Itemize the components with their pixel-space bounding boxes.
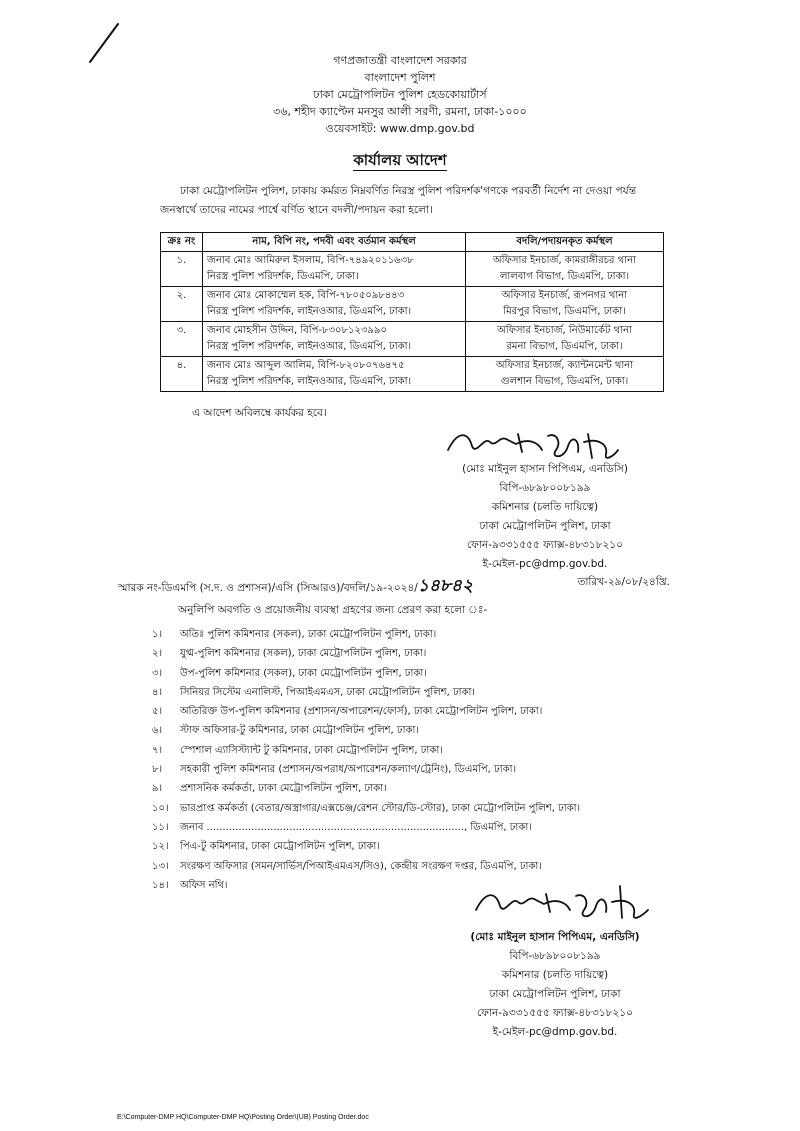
table-row: [161, 252, 664, 287]
signature-image-2: [468, 878, 658, 928]
list-item-text: যুগ্ম-পুলিশ কমিশনার (সকল), ঢাকা মেট্রোপলিটন পুলিশ, ঢাকা।: [180, 648, 427, 660]
row-new-posting: [466, 252, 664, 287]
signatory-office: ঢাকা মেট্রোপলিটন পুলিশ, ঢাকা: [479, 520, 611, 532]
transfer-table: [160, 232, 664, 392]
row-new-posting: [466, 287, 664, 322]
new-post-line-1: অফিসার ইনচার্জ, নিউমার্কেট থানা: [497, 325, 632, 336]
list-item-number: ৭।: [152, 744, 163, 756]
signatory-phone: ফোন-৯৩৩১৫৫৫ ফ্যাক্স-৪৮৩১৮২১০: [467, 539, 623, 551]
col-header-name: নাম, বিপি নং, পদবী এবং বর্তমান কর্মস্থল: [203, 233, 466, 252]
list-item-text: অতিরিক্ত উপ-পুলিশ কমিশনার (প্রশাসন/অপারেশন/ফোর্স), ঢাকা মেট্রোপলিটন পুলিশ, ঢাকা।: [180, 706, 543, 718]
list-item: [152, 683, 672, 702]
memo-ref-prefix: স্মারক নং-ডিএমপি (স.দ. ও প্রশাসন)/এসি (সিআরও)/বদলি/১৯-২০২৪/: [118, 582, 418, 594]
list-item-text: অফিস নথি।: [180, 879, 228, 891]
officer-current-post: নিরস্ত্র পুলিশ পরিদর্শক, লাইনওআর, ডিএমপি, ঢাকা।: [207, 306, 412, 317]
memo-date: তারিখ-২৯/০৮/২৪খ্রি.: [577, 576, 670, 588]
list-item-text: অতিঃ পুলিশ কমিশনার (সকল), ঢাকা মেট্রোপলিটন পুলিশ, ঢাকা।: [180, 629, 437, 640]
list-item-number: ৬।: [152, 725, 163, 737]
signatory-block-1: [420, 460, 670, 574]
officer-current-post: নিরস্ত্র পুলিশ পরিদর্শক, ডিএমপি, ঢাকা।: [207, 271, 359, 282]
list-item: [152, 818, 672, 837]
officer-name: জনাব মোঃ আমিরুল ইসলাম, বিপি-৭৪৯২০১১৬৩৮: [207, 255, 414, 266]
row-officer: [203, 322, 466, 357]
signatory-phone-2: ফোন-৯৩৩১৫৫৫ ফ্যাক্স-৪৮৩১৮২১০: [477, 1007, 633, 1019]
row-new-posting: [466, 357, 664, 392]
col-header-serial: ক্রঃ নং: [161, 233, 203, 252]
row-officer: [203, 252, 466, 287]
row-serial: ৩.: [161, 322, 203, 357]
signatory-designation-2: কমিশনার (চলতি দায়িত্বে): [501, 969, 609, 981]
list-item: [152, 644, 672, 663]
col-header-posting: বদলি/পদায়নকৃত কর্মস্থল: [466, 233, 664, 252]
row-serial: ২.: [161, 287, 203, 322]
list-item-text: সিনিয়র সিস্টেম এনালিস্ট, পিআইএমএস, ঢাকা মেট্রোপলিটন পুলিশ, ঢাকা।: [180, 686, 475, 698]
header-address: ৩৬, শহীদ ক্যাপ্টেন মনসুর আলী সরণী, রমনা, ঢাকা-১০০০: [273, 105, 527, 118]
list-item: [152, 779, 672, 798]
list-item-number: ১২।: [152, 841, 169, 853]
list-item-number: ১৩।: [152, 860, 169, 872]
signatory-office-2: ঢাকা মেট্রোপলিটন পুলিশ, ঢাকা: [489, 988, 621, 1000]
signatory-name-2: (মোঃ মাইনুল হাসান পিপিএম, এনডিসি): [470, 931, 640, 943]
new-post-line-1: অফিসার ইনচার্জ, কামরাঙ্গীরচর থানা: [493, 255, 636, 266]
list-item-text: স্টাফ অফিসার-টু কমিশনার, ঢাকা মেট্রোপলিটন পুলিশ, ঢাকা।: [180, 725, 419, 737]
officer-current-post: নিরস্ত্র পুলিশ পরিদর্শক, লাইনওআর, ডিএমপি, ঢাকা।: [207, 341, 412, 352]
header-gov: গণপ্রজাতন্ত্রী বাংলাদেশ সরকার: [333, 54, 467, 67]
list-item-number: ১০।: [152, 802, 169, 814]
footer-file-path: E:\Computer-DMP HQ\Computer-DMP HQ\Posting Order\(UB) Posting Order.doc: [117, 1114, 369, 1121]
officer-current-post: নিরস্ত্র পুলিশ পরিদর্শক, লাইনওআর, ডিএমপি, ঢাকা।: [207, 376, 412, 387]
distribution-list: [152, 625, 672, 895]
table-header-row: [161, 233, 664, 252]
list-item-number: ১৪।: [152, 879, 169, 891]
signatory-email-2: ই-মেইল-pc@dmp.gov.bd.: [492, 1026, 618, 1038]
officer-name: জনাব মোঃ আব্দুল আলিম, বিপি-৮২০৮০৭৬৪৭৫: [207, 360, 405, 371]
list-item-text: স্পেশাল এ্যাসিস্ট্যান্ট টু কমিশনার, ঢাকা মেট্রোপলিটন পুলিশ, ঢাকা।: [180, 744, 443, 756]
new-post-line-2: মিরপুর বিভাগ, ডিএমপি, ঢাকা।: [503, 306, 626, 317]
signatory-bp: বিপি-৬৮৯৮০০৮১৯৯: [499, 482, 591, 494]
list-item-number: ৪।: [152, 686, 163, 698]
memo-ref-number: ১৪৮৪২: [417, 576, 474, 596]
header-police: বাংলাদেশ পুলিশ: [364, 71, 436, 84]
effective-statement: এ আদেশ অবিলম্বে কার্যকর হবে।: [192, 407, 327, 419]
officer-name: জনাব মোঃ মোকাম্মেল হক, বিপি-৭৮০৫০৯৮৪৪৩: [207, 290, 405, 301]
list-item-number: ৮।: [152, 764, 163, 776]
list-item: [152, 721, 672, 740]
row-officer: [203, 357, 466, 392]
list-item: [152, 760, 672, 779]
header-hq: ঢাকা মেট্রোপলিটন পুলিশ হেডকোয়ার্টার্স: [313, 88, 487, 101]
document-title: [0, 149, 800, 174]
header-website: ওয়েবসাইট: www.dmp.gov.bd: [325, 122, 475, 135]
new-post-line-1: অফিসার ইনচার্জ, ক্যান্টনমেন্ট থানা: [495, 360, 634, 371]
signatory-designation: কমিশনার (চলতি দায়িত্বে): [491, 501, 599, 513]
list-item-text: জনাব ................................................................................., ডিএমপি, ঢাকা।: [180, 821, 532, 833]
new-post-line-2: রমনা বিভাগ, ডিএমপি, ঢাকা।: [506, 341, 623, 352]
intro-line-2: জনস্বার্থে তাদের নামের পার্শ্বে বর্ণিত স্থানে বদলী/পদায়ন করা হলো।: [160, 204, 433, 216]
signatory-name: (মোঃ মাইনুল হাসান পিপিএম, এনডিসি): [462, 463, 628, 475]
list-item-number: ৩।: [152, 667, 163, 679]
new-post-line-2: লালবাগ বিভাগ, ডিএমপি, ঢাকা।: [499, 271, 630, 282]
signatory-email: ই-মেইল-pc@dmp.gov.bd.: [482, 558, 608, 570]
new-post-line-1: অফিসার ইনচার্জ, রূপনগর থানা: [501, 290, 628, 301]
new-post-line-2: গুলশান বিভাগ, ডিএমপি, ঢাকা।: [500, 376, 629, 387]
list-item-number: ৫।: [152, 706, 163, 718]
document-title-text: কার্যালয় আদেশ: [353, 151, 447, 169]
row-serial: ১.: [161, 252, 203, 287]
intro-line-1: ঢাকা মেট্রোপলিটন পুলিশ, ঢাকায় কর্মরত নিম্নবর্ণিত নিরস্ত্র পুলিশ পরিদর্শক'গণকে পরবর্তী নির্দেশ না দেওয়া পর্যন্ত: [180, 185, 636, 197]
list-item-number: ১।: [152, 629, 163, 640]
list-item: [152, 857, 672, 876]
list-item: [152, 837, 672, 856]
signatory-bp-2: বিপি-৬৮৯৮০০৮১৯৯: [509, 950, 601, 962]
list-item-number: ৯।: [152, 783, 163, 795]
row-officer: [203, 287, 466, 322]
officer-name: জনাব মোহসীন উদ্দিন, বিপি-৮৩০৮১২৩৯৯০: [207, 325, 387, 336]
list-item-number: ১১।: [152, 821, 169, 833]
row-serial: ৪.: [161, 357, 203, 392]
list-item: [152, 702, 672, 721]
list-item-text: প্রশাসনিক কর্মকর্তা, ঢাকা মেট্রোপলিটন পুলিশ, ঢাকা।: [180, 783, 387, 795]
list-item: [152, 664, 672, 683]
list-item-text: পিএ-টু কমিশনার, ঢাকা মেট্রোপলিটন পুলিশ, ঢাকা।: [180, 841, 380, 853]
list-item: [152, 625, 672, 644]
list-item: [152, 741, 672, 760]
table-row: [161, 357, 664, 392]
list-item-text: সহকারী পুলিশ কমিশনার (প্রশাসন/অপরাধ/অপারেশন/কল্যাণ/ট্রেনিং), ডিএমপি, ঢাকা।: [180, 764, 517, 776]
memo-reference-line: [118, 573, 678, 595]
list-item-text: সংরক্ষণ অফিসার (সমন/সার্ভিস/পিআইএমএস/সিও), কেন্দ্রীয় সংরক্ষণ দপ্তর, ডিএমপি, ঢাকা।: [180, 860, 542, 872]
signatory-block-2: [430, 928, 680, 1042]
list-item-text: ভারপ্রাপ্ত কর্মকর্তা (বেতার/অস্ত্রাগার/এক্সচেঞ্জ/রেশন স্টোর/ডি-স্টোর), ঢাকা মেট্রোপলিটন পুলিশ, ঢাকা।: [180, 802, 581, 814]
cc-intro: অনুলিপি অবগতি ও প্রয়োজনীয় ব্যবস্থা গ্রহণের জন্য প্রেরণ করা হলো ঃ-: [178, 604, 488, 616]
list-item-number: ২।: [152, 648, 163, 660]
list-item-text: উপ-পুলিশ কমিশনার (সকল), ঢাকা মেট্রোপলিটন পুলিশ, ঢাকা।: [180, 667, 427, 679]
table-row: [161, 322, 664, 357]
list-item: [152, 799, 672, 818]
table-row: [161, 287, 664, 322]
row-new-posting: [466, 322, 664, 357]
